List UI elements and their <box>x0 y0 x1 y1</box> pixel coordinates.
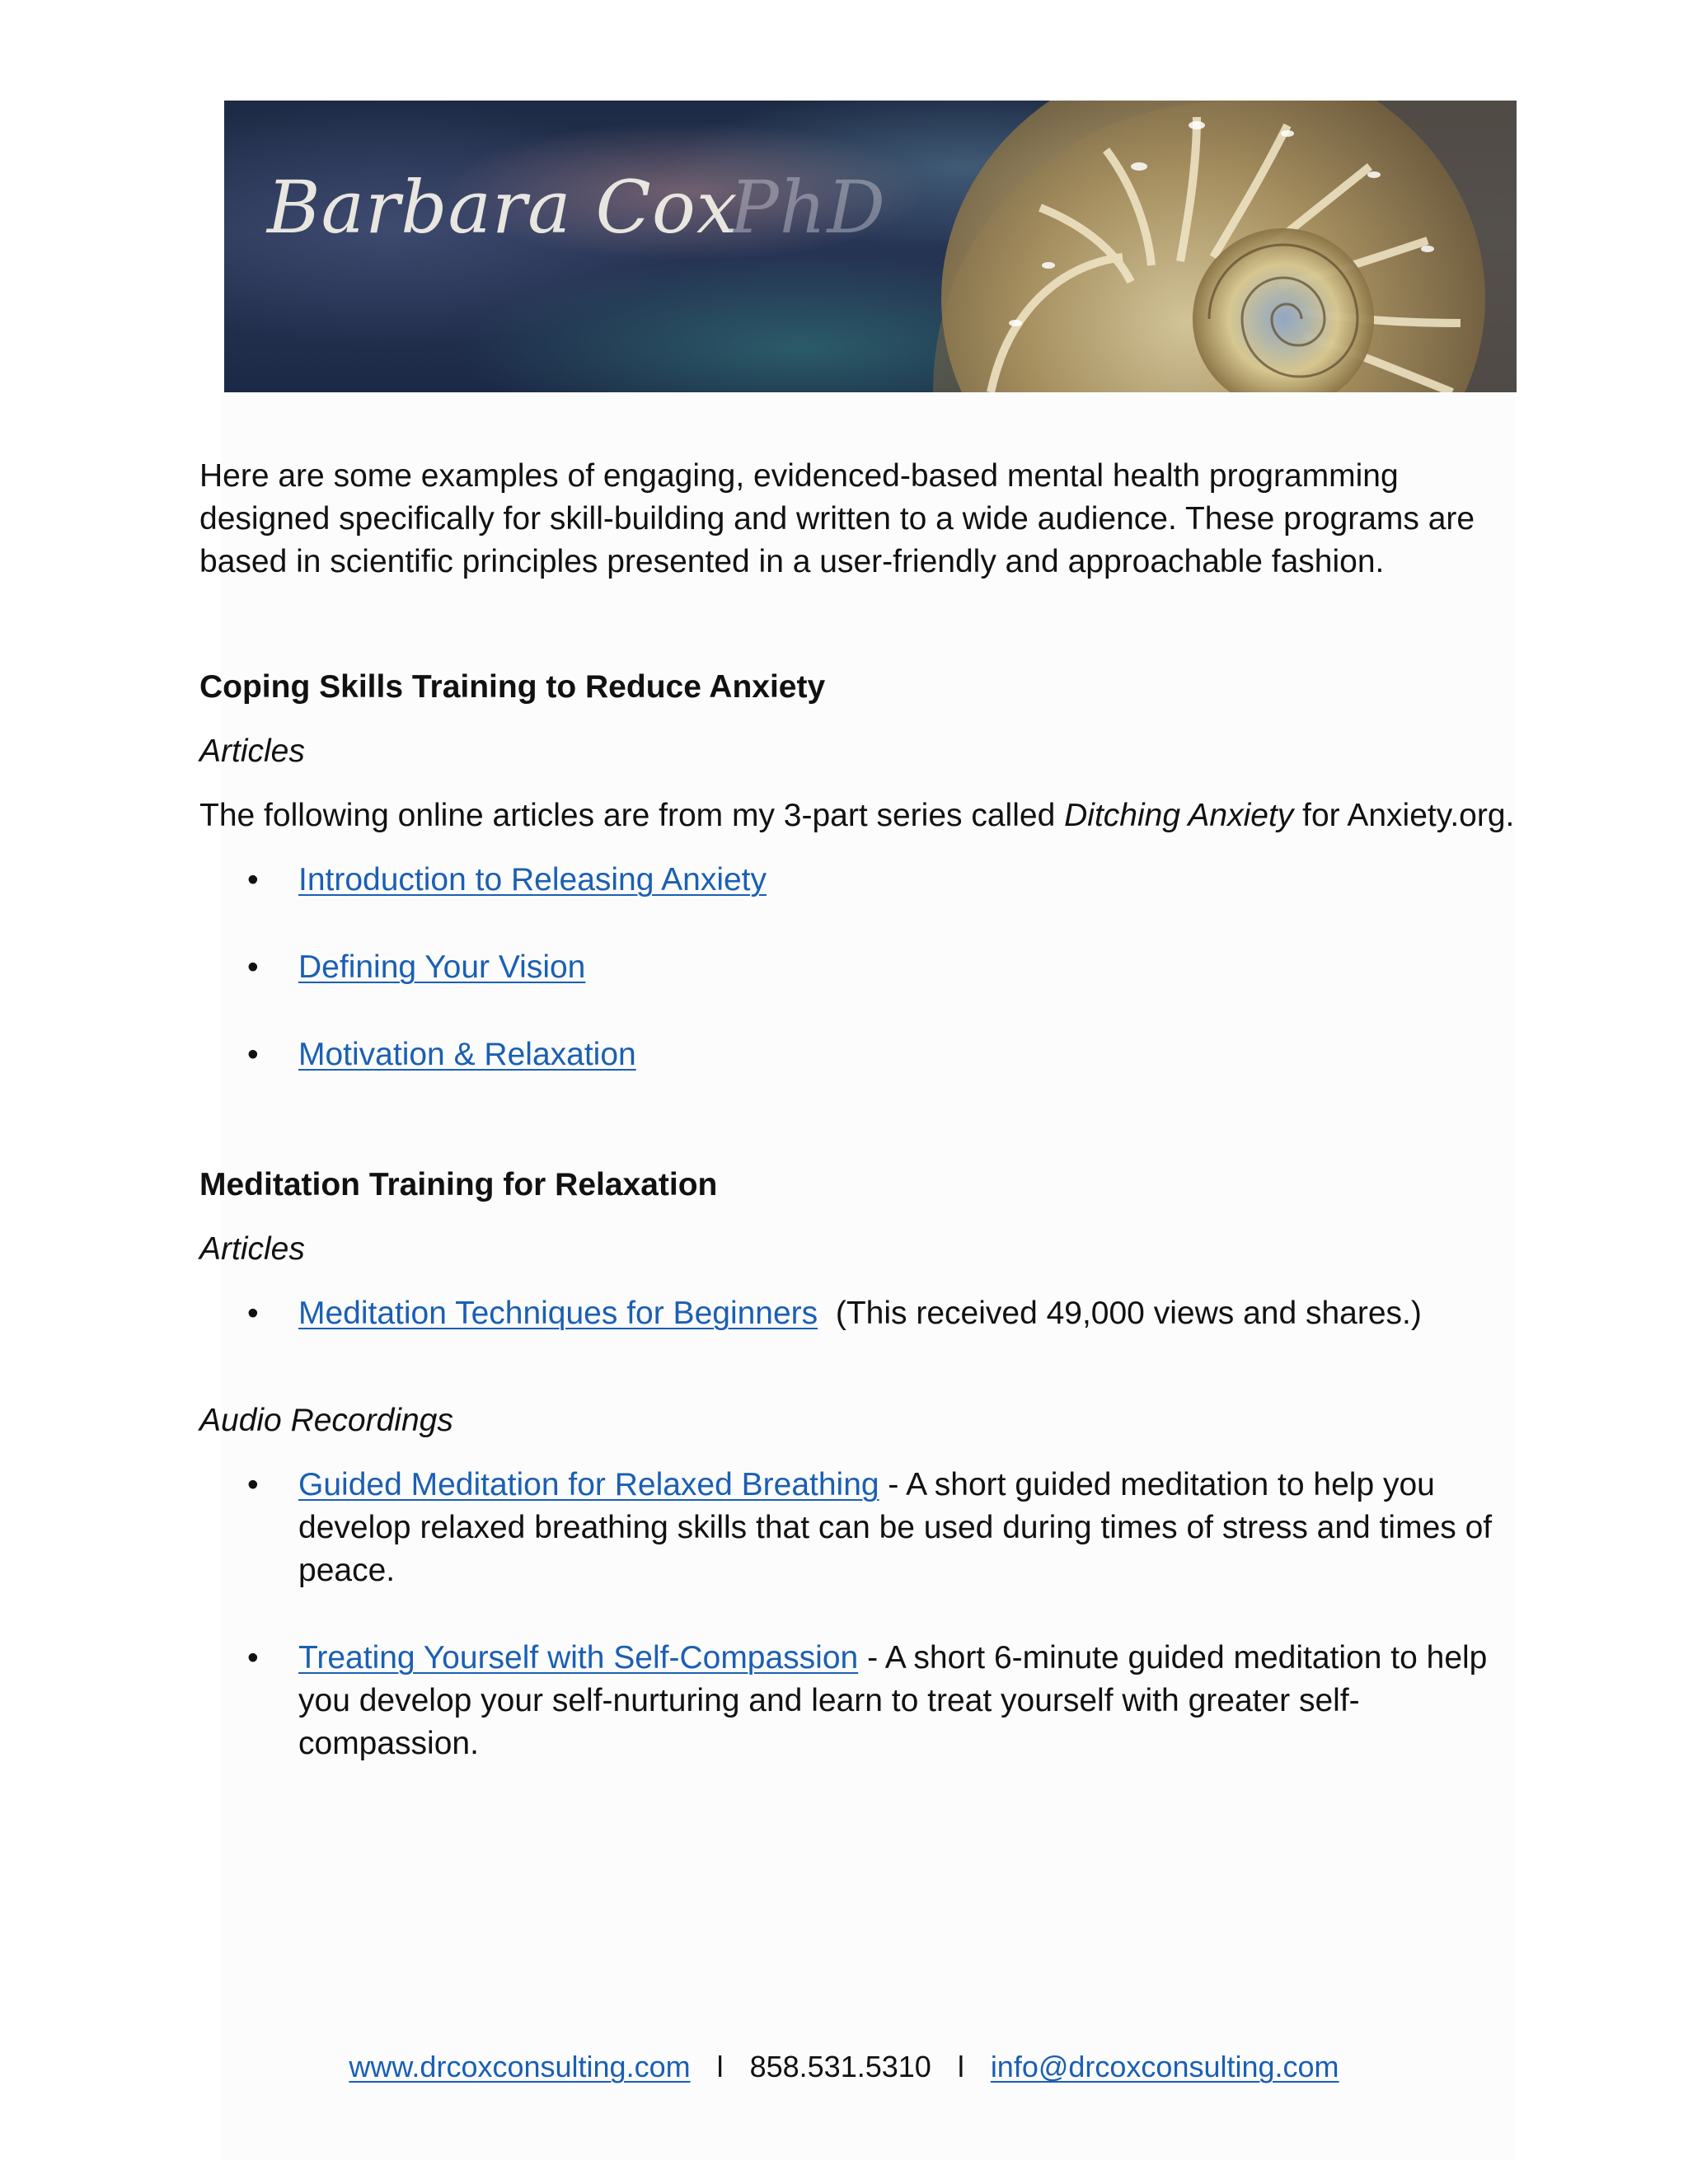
list-item <box>199 1292 1535 1335</box>
website-link[interactable]: www.drcoxconsulting.com <box>349 2050 691 2083</box>
logo-name: Barbara Cox <box>267 165 738 250</box>
bullet-icon: • <box>247 862 259 898</box>
header-banner <box>224 101 1517 392</box>
link-guided-meditation-breathing[interactable]: Guided Meditation for Relaxed Breathing <box>298 1467 879 1502</box>
list-item <box>199 1033 1535 1076</box>
article-note: (This received 49,000 views and shares.) <box>835 1296 1422 1331</box>
link-defining-your-vision[interactable]: Defining Your Vision <box>298 949 586 985</box>
bullet-icon: • <box>247 1640 259 1675</box>
articles-subhead: Articles <box>199 733 305 769</box>
banner-logo <box>267 165 886 250</box>
list-item <box>199 946 1535 989</box>
bullet-icon: • <box>247 1037 259 1072</box>
audio-recordings-subhead: Audio Recordings <box>199 1403 453 1438</box>
audio-description: - A short guided meditation to help you develop relaxed breathing skills that can be used during times of stress and times of peace. <box>298 1467 1493 1588</box>
link-self-compassion[interactable]: Treating Yourself with Self-Compassion <box>298 1640 859 1675</box>
list-item <box>199 859 1535 902</box>
link-motivation-relaxation[interactable]: Motivation & Relaxation <box>298 1037 636 1072</box>
footer-separator: l <box>957 2050 964 2083</box>
bullet-icon: • <box>247 1296 259 1331</box>
section-title-coping-skills: Coping Skills Training to Reduce Anxiety <box>199 669 826 705</box>
series-paragraph <box>199 794 1535 837</box>
logo-suffix: PhD <box>729 165 886 250</box>
email-link[interactable]: info@drcoxconsulting.com <box>990 2050 1339 2083</box>
link-meditation-techniques[interactable]: Meditation Techniques for Beginners <box>298 1296 818 1331</box>
series-text-before: The following online articles are from my 3-part series called <box>199 798 1065 833</box>
anxiety-articles-list <box>199 859 1535 1076</box>
footer-contact <box>0 2047 1688 2087</box>
main-content <box>199 455 1535 1765</box>
series-title: Ditching Anxiety <box>1064 798 1294 833</box>
footer-separator: l <box>716 2050 724 2083</box>
bullet-icon: • <box>247 1467 259 1502</box>
list-item <box>199 1464 1535 1592</box>
phone-number: 858.531.5310 <box>749 2050 931 2083</box>
link-introduction-releasing-anxiety[interactable]: Introduction to Releasing Anxiety <box>298 862 767 898</box>
audio-recordings-list <box>199 1464 1535 1765</box>
bullet-icon: • <box>247 949 259 985</box>
meditation-articles-list <box>199 1292 1535 1335</box>
section-title-meditation: Meditation Training for Relaxation <box>199 1167 718 1202</box>
audio-description: - A short 6-minute guided meditation to help you develop your self-nurturing and learn to treat yourself with greater self-compassion. <box>298 1640 1488 1761</box>
intro-paragraph: Here are some examples of engaging, evidenced-based mental health programming designed specifically for skill-building and written to a wide audience. These programs are based in scientific principles presented in a user-friendly and approachable fashion. <box>199 458 1475 579</box>
series-text-after: for Anxiety.org. <box>1293 798 1515 833</box>
articles-subhead: Articles <box>199 1231 305 1267</box>
list-item <box>199 1637 1535 1765</box>
